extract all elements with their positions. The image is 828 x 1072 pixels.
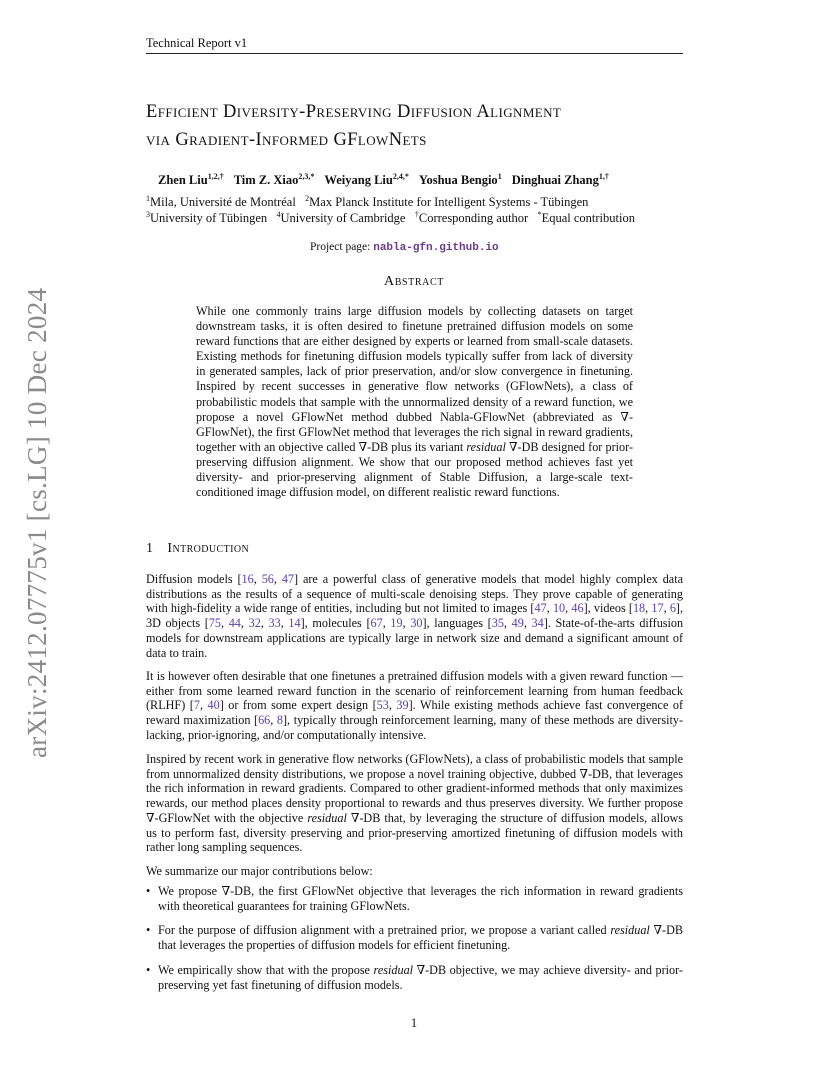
citation-link[interactable]: 8: [276, 713, 283, 728]
paper-title: [146, 98, 706, 154]
affiliation-text: Max Planck Institute for Intelligent Systems - Tübingen: [309, 195, 589, 210]
project-page-line: [310, 241, 499, 254]
citation-link[interactable]: 16: [241, 572, 254, 586]
citation-link[interactable]: 10: [552, 601, 566, 616]
author-affiliation-marker: 1: [497, 172, 502, 181]
emphasis: residual: [373, 962, 414, 977]
title-line-2: via Gradient-Informed GFlowNets: [146, 130, 427, 150]
contribution-item: • For the purpose of diffusion alignment with a pretrained prior, we propose a variant called residual ∇-DB that leverages the properties of diffusion models for efficient finetuning.: [146, 923, 684, 953]
header-divider: [146, 53, 683, 54]
section-heading-introduction: [146, 541, 249, 557]
citation-link[interactable]: 19: [390, 616, 403, 631]
affiliation-marker: 1: [146, 194, 150, 203]
citation-link[interactable]: 34: [531, 616, 544, 631]
citation-link[interactable]: 18: [632, 601, 646, 616]
citation-link[interactable]: 47: [534, 601, 547, 616]
page-number: 1: [410, 1016, 418, 1030]
project-page-label: Project page:: [310, 241, 371, 253]
intro-paragraph-2: It is however often desirable that one finetunes a pretrained diffusion models with a given reward function — either from some learned reward function in the scenario of reinforcement learning from human feedback (RLHF) [7, 40] or from some expert design [53, 39]. While existing methods achieve fast convergence of reward maximization [66, 8], typically through reinforcement learning, many of these methods are diversity-lacking, prior-ignoring, and/or computationally intensive.: [146, 669, 684, 742]
abstract-heading: Abstract: [384, 274, 444, 289]
author-affiliation-marker: 2,3,*: [298, 172, 315, 181]
citation-link[interactable]: 44: [228, 616, 241, 631]
emphasis: residual: [466, 439, 506, 454]
affiliation-marker: 2: [305, 194, 310, 203]
citation-link[interactable]: 7: [193, 698, 200, 713]
citation-link[interactable]: 46: [571, 601, 584, 616]
author-name: Yoshua Bengio$^1$: [418, 172, 502, 188]
affiliation-text: Equal contribution: [541, 211, 635, 226]
citation-link[interactable]: 39: [396, 698, 409, 713]
emphasis: residual: [610, 923, 650, 938]
citation-link[interactable]: 14: [288, 616, 301, 631]
affiliation-marker: *: [537, 210, 542, 219]
affiliation-text: Corresponding author: [418, 211, 529, 226]
contribution-item: • We empirically show that with the propose residual ∇-DB objective, we may achieve diversity- and prior-preserving yet fast finetuning of diffusion models.: [146, 962, 683, 992]
contribution-item: • We propose ∇-DB, the first GFlowNet objective that leverages the rich information in reward gradients with theoretical guarantees for training GFlowNets.: [146, 884, 683, 913]
citation-link[interactable]: 33: [268, 616, 281, 631]
citation-link[interactable]: 6: [669, 601, 676, 616]
author-affiliation-marker: 2,4,*: [392, 172, 409, 181]
bullet-icon: •: [146, 923, 151, 938]
citation-link[interactable]: 66: [258, 713, 271, 728]
intro-paragraph-4: We summarize our major contributions below:: [146, 864, 373, 878]
citation-link[interactable]: 30: [410, 616, 423, 631]
affiliation-text: University of Tübingen: [150, 211, 268, 226]
author-affiliation-marker: 1,†: [598, 172, 609, 181]
running-header: Technical Report v1: [146, 36, 248, 50]
author-name: Weiyang Liu$^{2,4,*}$: [324, 172, 409, 188]
author-name: Dinghuai Zhang$^{1,\dagger}$: [511, 172, 609, 188]
citation-link[interactable]: 17: [651, 601, 664, 616]
author-affiliation-marker: 1,2,†: [207, 172, 224, 181]
contributions-list: [146, 884, 683, 1002]
author-name: Zhen Liu$^{1,2,\dagger}$: [158, 172, 224, 188]
citation-link[interactable]: 56: [261, 572, 274, 586]
affiliations-line-2: [146, 210, 635, 226]
bullet-icon: •: [146, 962, 151, 977]
project-page-link[interactable]: nabla-gfn.github.io: [373, 242, 499, 254]
affiliation-marker: 4: [276, 210, 281, 219]
title-line-1: Efficient Diversity-Preserving Diffusion Alignment: [146, 102, 562, 122]
bullet-icon: •: [146, 884, 151, 898]
section-number: 1: [146, 541, 154, 556]
intro-paragraph-1: Diffusion models [16, 56, 47] are a powerful class of generative models that model highly complex data distributions as the results of a sequence of multi-scale denoising steps. They prove capable of generating with high-fidelity a wide range of entities, including but not limited to images [47, 10, 46], videos [18, 17, 6], 3D objects [75, 44, 32, 33, 14], molecules [67, 19, 30], languages [35, 49, 34]. State-of-the-arts diffusion models for downstream applications are typically large in network size and demand a significant amount of data to train.: [146, 572, 684, 660]
author-list: [146, 172, 706, 188]
citation-link[interactable]: 75: [208, 616, 221, 631]
affiliation-text: University of Cambridge: [280, 211, 406, 226]
affiliations-line-1: [146, 194, 588, 210]
citation-link[interactable]: 49: [511, 616, 524, 631]
arxiv-identifier-stamp: arXiv:2412.07775v1 [cs.LG] 10 Dec 2024: [22, 287, 52, 758]
abstract-body: While one commonly trains large diffusion models by collecting datasets on target downstream tasks, it is often desired to finetune pretrained diffusion models on some reward functions that are either designed by experts or learned from small-scale datasets. Existing methods for finetuning diffusion models typically suffer from lack of diversity in generated samples, lack of prior preservation, and/or slow convergence in finetuning. Inspired by recent successes in generative flow networks (GFlowNets), a class of probabilistic models that sample with the unnormalized density of a reward function, we propose a novel GFlowNet method dubbed Nabla-GFlowNet (abbreviated as ∇-GFlowNet), the first GFlowNet method that leverages the rich signal in reward gradients, together with an objective called ∇-DB plus its variant residual ∇-DB designed for prior-preserving diffusion alignment. We show that our proposed method achieves fast yet diversity- and prior-preserving alignment of Stable Diffusion, a large-scale text-conditioned image diffusion model, on different realistic reward functions.: [196, 304, 634, 500]
citation-link[interactable]: 32: [248, 616, 261, 631]
intro-paragraph-3: Inspired by recent work in generative flow networks (GFlowNets), a class of probabilistic models that sample from unnormalized density distributions, we propose a novel training objective, dubbed ∇-DB, that leverages the rich information in reward gradients. Compared to other gradient-informed methods that only maximizes rewards, our method places density proportional to rewards and thus preserves diversity. We further propose ∇-GFlowNet with the objective residual ∇-DB that, by leveraging the structure of diffusion models, allows us to perform fast, diversity preserving and prior-preserving amortized finetuning of diffusion models with rather long sampling sequences.: [146, 752, 683, 855]
section-title: Introduction: [167, 541, 250, 556]
author-name: Tim Z. Xiao$^{2,3,*}$: [233, 172, 315, 188]
affiliation-text: Mila, Université de Montréal: [150, 195, 296, 210]
emphasis: residual: [307, 810, 347, 825]
affiliation-marker: 3: [146, 210, 150, 219]
citation-link[interactable]: 35: [491, 616, 504, 631]
citation-link[interactable]: 40: [207, 698, 220, 713]
citation-link[interactable]: 47: [281, 572, 295, 586]
citation-link[interactable]: 67: [370, 616, 383, 631]
affiliation-marker: †: [414, 210, 419, 219]
citation-link[interactable]: 53: [376, 698, 389, 713]
